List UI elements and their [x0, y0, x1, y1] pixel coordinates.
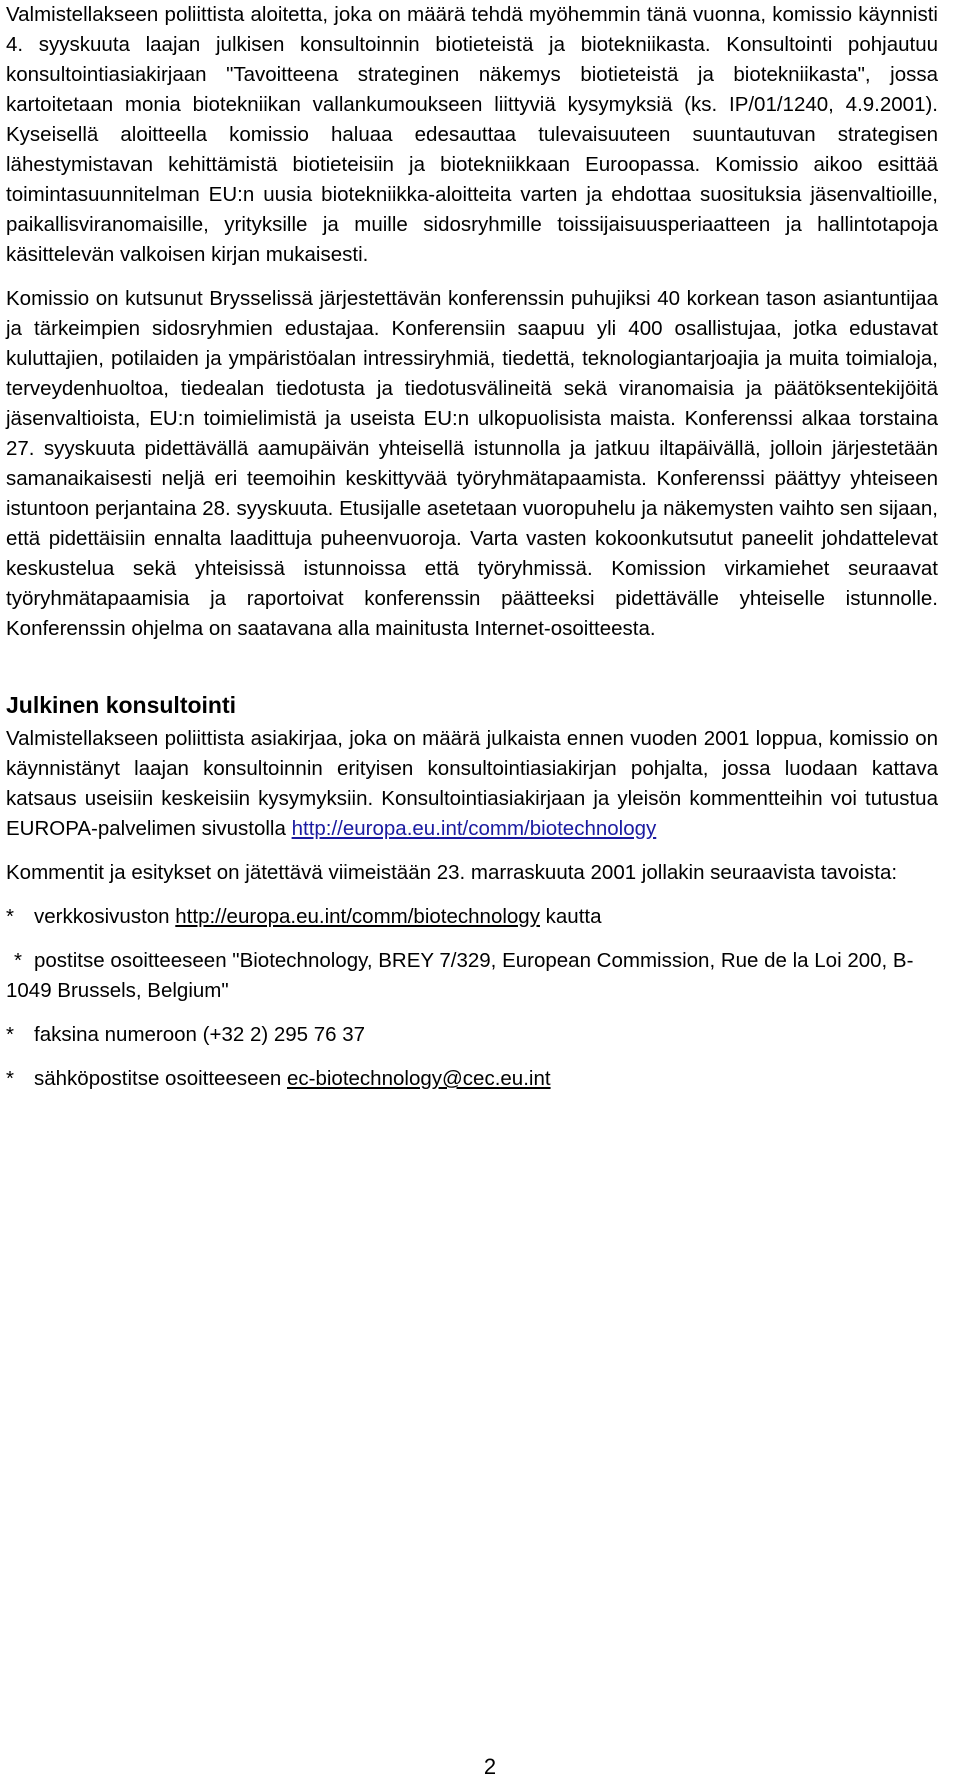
deadline-paragraph: Kommentit ja esitykset on jätettävä viimeistään 23. marraskuuta 2001 jollakin seuraavista tavoista:: [6, 861, 898, 884]
list-item-post-text: postitse osoitteeseen "Biotechnology, BREY 7/329, European Commission, Rue de la Loi 200, B-1049 Brussels, Belgium": [6, 949, 914, 1002]
document-body: [6, 0, 938, 1094]
consultation-text: Valmistellakseen poliittista asiakirjaa, joka on määrä julkaista ennen vuoden 2001 loppua, komissio on käynnistänyt laajan konsultoinnin erityisen konsultointiasiakirjan pohjalta, jossa luodaan kattava katsaus useisiin keskeisiin kysymyksiin. Konsultointiasiakirjaan ja yleisön kommentteihin voi tutustua EUROPA-palvelimen sivustolla: [6, 727, 938, 840]
section-heading: Julkinen konsultointi: [6, 692, 237, 718]
intro-paragraph: Valmistellakseen poliittista aloitetta, joka on määrä tehdä myöhemmin tänä vuonna, komissio käynnisti 4. syyskuuta laajan julkisen konsultoinnin biotieteistä ja biotekniikasta. Konsultointi pohjautuu konsultointiasiakirjaan "Tavoitteena strateginen näkemys biotieteistä ja biotekniikasta", jossa kartoitetaan monia biotekniikan vallankumoukseen liittyviä kysymyksiä (ks. IP/01/1240, 4.9.2001). Kyseisellä aloitteella komissio haluaa edesauttaa tulevaisuuteen suuntautuvan strategisen lähestymistavan kehittämistä biotieteisiin ja biotekniikkaan Euroopassa. Komissio aikoo esittää toimintasuunnitelman EU:n uusia biotekniikka-aloitteita varten ja ehdottaa suosituksia jäsenvaltioille, paikallisviranomaisille, yrityksille ja muille sidosryhmille toissijaisuusperiaatteen ja hallintotapoja käsittelevän valkoisen kirjan mukaisesti.: [6, 3, 938, 266]
bullet-marker: *: [6, 905, 14, 928]
list-item-post: [6, 946, 938, 1006]
list-item-email: [6, 1064, 938, 1094]
list-item-website-prefix: verkkosivuston: [34, 905, 176, 928]
list-item-website: [6, 902, 938, 932]
list-item-email-prefix: sähköpostitse osoitteeseen: [34, 1067, 287, 1090]
list-item-fax: [6, 1020, 938, 1050]
europa-biotechnology-link[interactable]: http://europa.eu.int/comm/biotechnology: [291, 817, 657, 840]
email-link[interactable]: ec-biotechnology@cec.eu.int: [287, 1067, 551, 1090]
consultation-paragraph: [6, 724, 938, 844]
bullet-marker: *: [6, 1023, 14, 1046]
list-item-fax-text: faksina numeroon (+32 2) 295 76 37: [34, 1023, 366, 1046]
page-number: 2: [483, 1754, 497, 1779]
website-link[interactable]: http://europa.eu.int/comm/biotechnology: [175, 905, 540, 928]
bullet-marker: *: [6, 1067, 14, 1090]
bullet-marker: *: [14, 949, 22, 972]
list-item-website-suffix: kautta: [539, 905, 602, 928]
conference-paragraph: Komissio on kutsunut Brysselissä järjestettävän konferenssin puhujiksi 40 korkean tason asiantuntijaa ja tärkeimpien sidosryhmien edustajaa. Konferensiin saapuu yli 400 osallistujaa, jotka edustavat kuluttajien, potilaiden ja ympäristöalan intressiryhmiä, tiedettä, teknologiantarjoajia ja muita toimialoja, terveydenhuoltoa, tiedealan tiedotusta ja tiedotusvälineitä sekä viranomaisia ja päätöksentekijöitä jäsenvaltioista, EU:n toimielimistä ja useista EU:n ulkopuolisista maista. Konferenssi alkaa torstaina 27. syyskuuta pidettävällä aamupäivän yhteisellä istunnolla ja jatkuu iltapäivällä, jolloin järjestetään samanaikaisesti neljä eri teemoihin keskittyvää työryhmätapaamista. Konferenssi päättyy yhteiseen istuntoon perjantaina 28. syyskuuta. Etusijalle asetetaan vuoropuhelu ja näkemysten vaihto sen sijaan, että pidettäisiin ennalta laadittuja puheenvuoroja. Varta vasten kokoonkutsutut paneelit johdattelevat keskustelua sekä yhteisissä istunnoissa että työryhmissä. Komission virkamiehet seuraavat työryhmätapaamisia ja raportoivat konferenssin päätteeksi pidettävälle yhteiselle istunnolle. Konferenssin ohjelma on saatavana alla mainitusta Internet-osoitteesta.: [6, 287, 938, 640]
